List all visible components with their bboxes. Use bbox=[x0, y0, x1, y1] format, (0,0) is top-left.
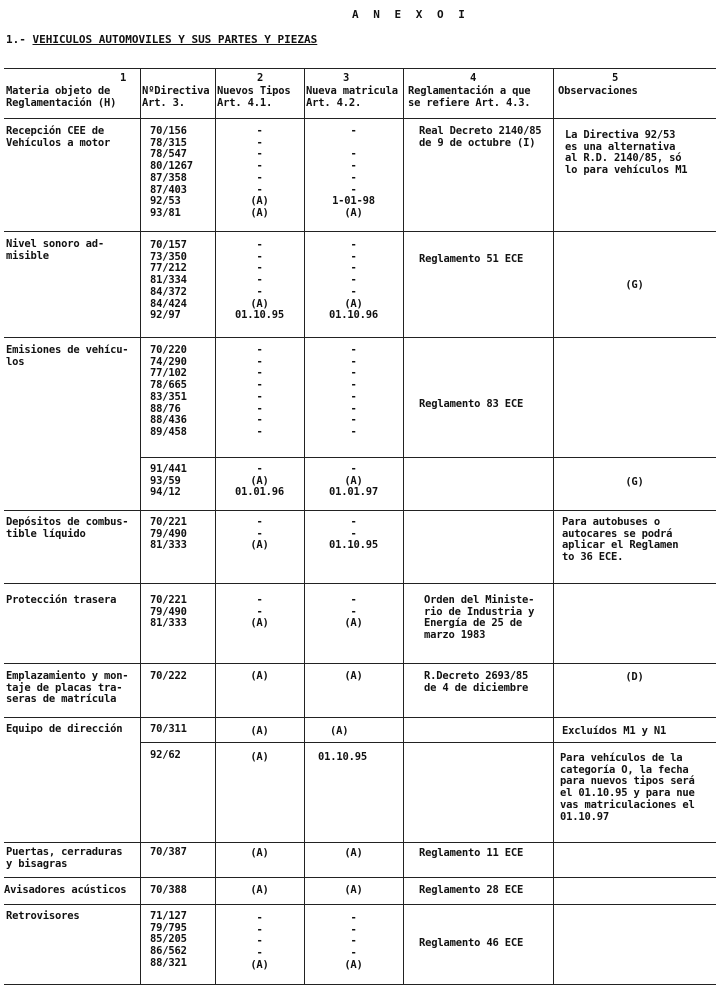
table-cell-nuevos-tipos: (A) bbox=[250, 725, 269, 737]
header-observaciones: Observaciones bbox=[558, 85, 638, 97]
table-cell-nueva-matricula: (A) bbox=[330, 725, 349, 737]
table-cell-directiva: 70/388 bbox=[150, 884, 187, 896]
row-rule bbox=[4, 717, 716, 718]
table-cell-materia: Retrovisores bbox=[6, 910, 80, 922]
table-cell-reglamentacion: Reglamento 46 ECE bbox=[419, 937, 524, 949]
row-rule bbox=[4, 842, 716, 843]
header-directiva: NºDirectiva Art. 3. bbox=[142, 85, 210, 109]
table-top-rule bbox=[4, 68, 716, 69]
table-cell-nueva-matricula: - - - - - - - - bbox=[350, 344, 357, 438]
table-cell-nueva-matricula: (A) bbox=[344, 884, 363, 896]
table-cell-reglamentacion: Reglamento 28 ECE bbox=[419, 884, 524, 896]
table-cell-observaciones: Para vehículos de la categoría O, la fecha para nuevos tipos será el 01.10.95 y para nue vas matriculaciones el 01.10.97 bbox=[560, 752, 695, 823]
table-cell-reglamentacion: Reglamento 83 ECE bbox=[419, 398, 524, 410]
table-cell-materia: Avisadores acústicos bbox=[4, 884, 127, 896]
col-rule bbox=[403, 68, 404, 984]
table-cell-observaciones: Para autobuses o autocares se podrá aplicar el Reglamen to 36 ECE. bbox=[562, 516, 679, 564]
table-cell-directiva: 70/387 bbox=[150, 846, 187, 858]
header-col4-number: 4 bbox=[470, 72, 477, 84]
table-cell-materia: Equipo de dirección bbox=[6, 723, 123, 735]
header-col3-number: 3 bbox=[343, 72, 350, 84]
table-cell-nuevos-tipos: - - (A) bbox=[250, 594, 269, 630]
table-cell-directiva: 70/220 74/290 77/102 78/665 83/351 88/76 88/436 89/458 bbox=[150, 344, 187, 438]
table-cell-nueva-matricula: (A) bbox=[344, 670, 363, 682]
table-cell-nuevos-tipos: - - (A) bbox=[250, 516, 269, 552]
table-cell-observaciones: Excluídos M1 y N1 bbox=[562, 725, 667, 737]
table-cell-nuevos-tipos: - - - - - - (A) (A) bbox=[250, 125, 269, 219]
col-rule bbox=[140, 68, 141, 984]
table-cell-nuevos-tipos: (A) bbox=[250, 751, 269, 763]
table-cell-reglamentacion: R.Decreto 2693/85 de 4 de diciembre bbox=[424, 670, 529, 694]
section-title: VEHICULOS AUTOMOVILES Y SUS PARTES Y PIEZAS bbox=[32, 33, 318, 46]
row-rule bbox=[140, 742, 716, 743]
header-nueva-matricula: Nueva matricula Art. 4.2. bbox=[306, 85, 398, 109]
table-cell-materia: Recepción CEE de Vehículos a motor bbox=[6, 125, 111, 149]
header-nuevos-tipos: Nuevos Tipos Art. 4.1. bbox=[217, 85, 291, 109]
row-rule bbox=[4, 904, 716, 905]
table-cell-directiva: 91/441 93/59 94/12 bbox=[150, 463, 187, 499]
table-cell-observaciones: (D) bbox=[625, 671, 644, 683]
table-cell-materia: Nivel sonoro ad- misible bbox=[6, 238, 104, 262]
table-bottom-rule bbox=[4, 984, 716, 985]
header-rule bbox=[4, 118, 716, 119]
table-cell-reglamentacion: Reglamento 51 ECE bbox=[419, 253, 524, 265]
section-number: 1.- bbox=[6, 33, 26, 46]
row-rule bbox=[4, 663, 716, 664]
table-cell-nueva-matricula: 01.10.95 bbox=[318, 751, 367, 763]
col-rule bbox=[553, 68, 554, 984]
table-cell-reglamentacion: Reglamento 11 ECE bbox=[419, 847, 524, 859]
table-cell-directiva: 71/127 79/795 85/205 86/562 88/321 bbox=[150, 910, 187, 969]
header-col5-number: 5 bbox=[612, 72, 619, 84]
page-title: A N E X O I bbox=[352, 8, 469, 21]
row-rule bbox=[140, 457, 716, 458]
table-cell-materia: Protección trasera bbox=[6, 594, 117, 606]
table-cell-materia: Depósitos de combus- tible líquido bbox=[6, 516, 129, 540]
row-rule bbox=[4, 877, 716, 878]
table-cell-materia: Emplazamiento y mon- taje de placas tra- seras de matrícula bbox=[6, 670, 129, 706]
header-reglamentacion: Reglamentación a que se refiere Art. 4.3. bbox=[408, 85, 531, 109]
table-cell-reglamentacion: Real Decreto 2140/85 de 9 de octubre (I) bbox=[419, 125, 542, 149]
table-cell-nueva-matricula: - - 01.10.95 bbox=[329, 516, 378, 552]
table-cell-nuevos-tipos: - - - - - - - - bbox=[256, 344, 263, 438]
table-cell-nueva-matricula: - - - - - (A) 01.10.96 bbox=[329, 239, 378, 322]
header-materia: Materia objeto de Reglamentación (H) bbox=[6, 85, 117, 109]
table-cell-directiva: 70/221 79/490 81/333 bbox=[150, 516, 187, 552]
table-cell-nuevos-tipos: - - - - (A) bbox=[250, 912, 269, 971]
table-cell-nuevos-tipos: - (A) 01.01.96 bbox=[235, 463, 284, 499]
table-cell-directiva: 70/221 79/490 81/333 bbox=[150, 594, 187, 630]
table-cell-nueva-matricula: - - - - - 1-01-98 (A) bbox=[332, 125, 375, 219]
table-cell-directiva: 70/157 73/350 77/212 81/334 84/372 84/424 92/97 bbox=[150, 239, 187, 322]
table-cell-reglamentacion: Orden del Ministe- rio de Industria y Energía de 25 de marzo 1983 bbox=[424, 594, 535, 642]
table-cell-directiva: 70/311 bbox=[150, 723, 187, 735]
header-col1-number: 1 bbox=[120, 72, 127, 84]
table-cell-nuevos-tipos: (A) bbox=[250, 884, 269, 896]
table-cell-nuevos-tipos: (A) bbox=[250, 670, 269, 682]
table-cell-directiva: 70/222 bbox=[150, 670, 187, 682]
table-cell-nueva-matricula: - (A) 01.01.97 bbox=[329, 463, 378, 499]
section-heading bbox=[6, 33, 317, 46]
row-rule bbox=[4, 583, 716, 584]
header-col2-number: 2 bbox=[257, 72, 264, 84]
table-cell-directiva: 70/156 78/315 78/547 80/1267 87/358 87/403 92/53 93/81 bbox=[150, 125, 193, 219]
table-cell-directiva: 92/62 bbox=[150, 749, 181, 761]
table-cell-materia: Emisiones de vehícu- los bbox=[6, 344, 129, 368]
table-cell-nuevos-tipos: - - - - - (A) 01.10.95 bbox=[235, 239, 284, 322]
table-cell-nuevos-tipos: (A) bbox=[250, 847, 269, 859]
table-cell-observaciones: La Directiva 92/53 es una alternativa al R.D. 2140/85, só lo para vehículos M1 bbox=[565, 129, 688, 177]
table-cell-nueva-matricula: - - - - (A) bbox=[344, 912, 363, 971]
row-rule bbox=[4, 231, 716, 232]
table-cell-nueva-matricula: (A) bbox=[344, 847, 363, 859]
row-rule bbox=[4, 510, 716, 511]
table-cell-nueva-matricula: - - (A) bbox=[344, 594, 363, 630]
table-cell-observaciones: (G) bbox=[625, 279, 644, 291]
table-cell-materia: Puertas, cerraduras y bisagras bbox=[6, 846, 123, 870]
row-rule bbox=[4, 337, 716, 338]
table-cell-observaciones: (G) bbox=[625, 476, 644, 488]
